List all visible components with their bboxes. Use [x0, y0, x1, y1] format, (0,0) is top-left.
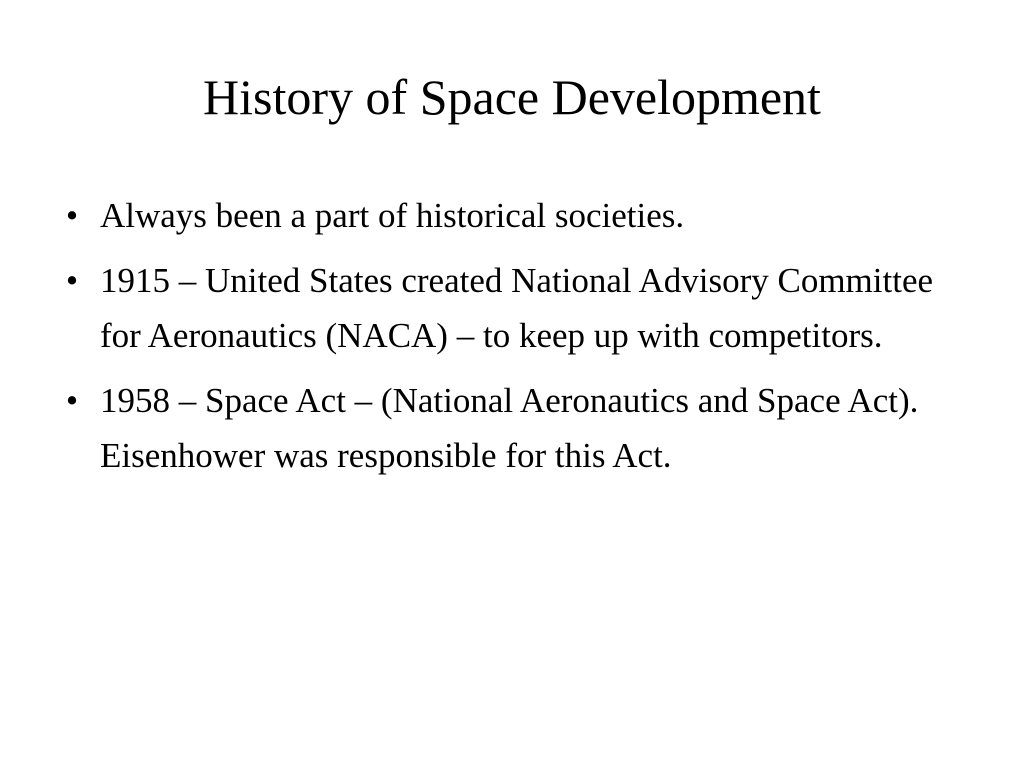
bullet-dot-icon: • [65, 196, 79, 235]
bullet-item [58, 188, 958, 243]
bullet-item [58, 253, 958, 363]
bullet-text: Always been a part of historical societies. [100, 196, 685, 235]
bullet-dot-icon: • [65, 381, 79, 420]
bullet-text: 1915 – United States created National Advisory Committee for Aeronautics (NACA) – to keep up with competitors. [100, 261, 934, 355]
bullet-dot-icon: • [65, 261, 79, 300]
slide-title: History of Space Development [203, 69, 821, 125]
bullet-item [58, 373, 958, 483]
bullet-text: 1958 – Space Act – (National Aeronautics and Space Act). Eisenhower was responsible for this Act. [100, 381, 919, 475]
bullet-list [58, 188, 958, 493]
